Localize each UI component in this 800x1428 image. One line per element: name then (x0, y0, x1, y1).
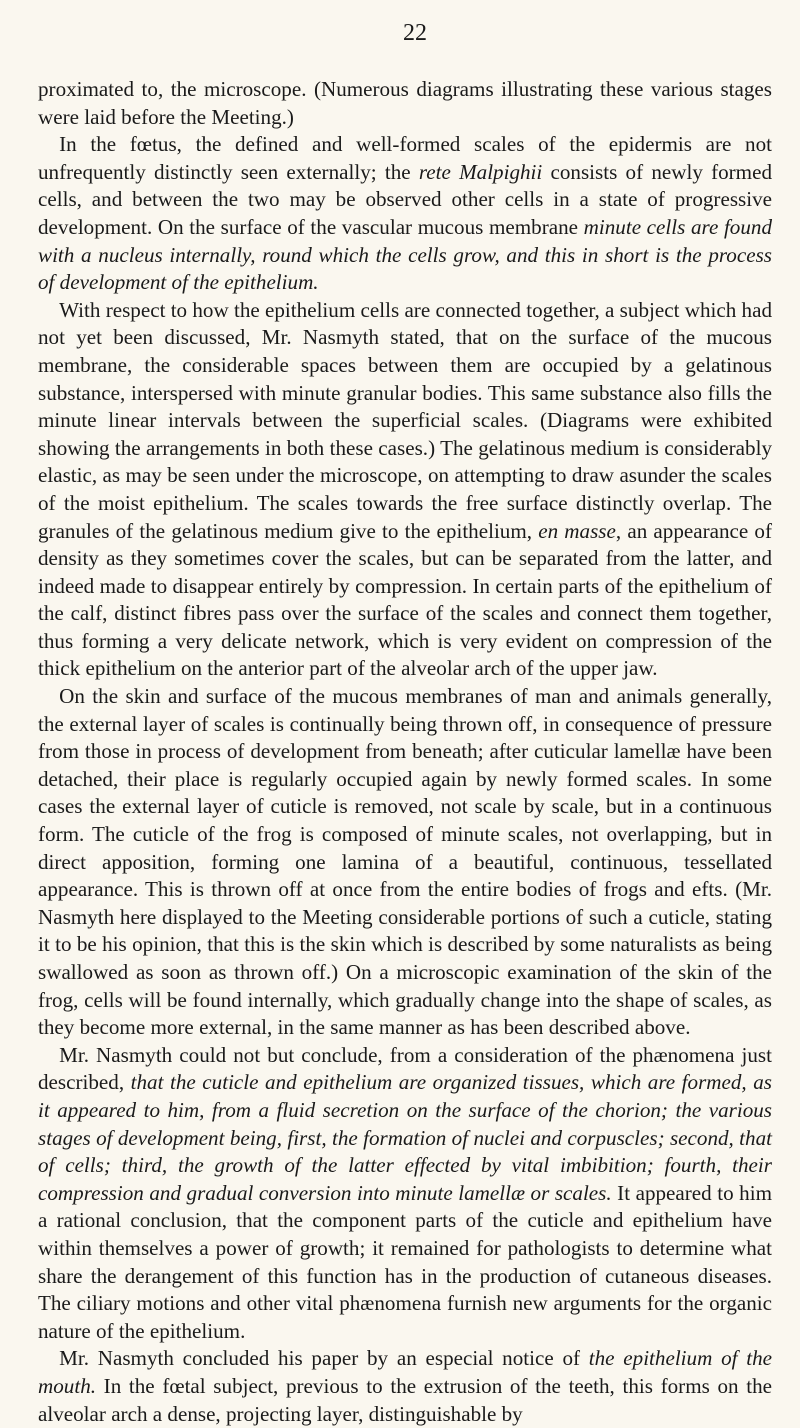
paragraph (38, 297, 772, 683)
italic-run: the epithelium of the mouth. (38, 1346, 772, 1398)
paragraph (38, 683, 772, 1042)
text-run: With respect to how the epithelium cells are connected together, a subject which had not yet been discussed, Mr. Nasmyth stated, that on the surface of the mucous membrane, the considerable spaces between them are occupied by a gelatinous substance, interspersed with minute granular bodies. This same substance also fills the minute linear intervals between the superficial scales. (Diagrams were exhibited showing the arrangements in both these cases.) The gelatinous medium is considerably elastic, as may be seen under the microscope, on attempting to draw asunder the scales of the moist epithelium. The scales towards the free surface distinctly overlap. The granules of the gelatinous medium give to the epithelium, (38, 297, 772, 543)
paragraph (38, 131, 772, 297)
text-run: It appeared to him a rational conclusion, that the component parts of the cuticle and epithelium have within themselves a power of growth; it remained for pathologists to determine what share the derangement of this function has in the production of cutaneous diseases. The ciliary motions and other vital phænomena furnish new arguments for the organic nature of the epithelium. (38, 1180, 772, 1343)
paragraph (38, 76, 772, 131)
text-run: Mr. Nasmyth concluded his paper by an especial notice of (59, 1346, 589, 1371)
page-number: 22 (403, 20, 427, 46)
paragraph (38, 1042, 772, 1346)
italic-run: en masse (538, 518, 616, 543)
text-run: , an appearance of density as they sometimes cover the scales, but can be separated from the latter, and indeed made to disappear entirely by compression. In certain parts of the epithelium of the calf, distinct fibres pass over the surface of the scales and connect them together, thus forming a very delicate network, which is very evident on compression of the thick epithelium on the anterior part of the alveolar arch of the upper jaw. (38, 518, 773, 681)
text-run: In the fœtus, the defined and well-formed scales of the epidermis are not unfrequently distinctly seen externally; the (38, 132, 772, 184)
text-run: consists of newly formed cells, and between the two may be observed other cells in a state of progressive development. On the surface of the vascular mucous membrane (38, 159, 772, 239)
text-run: proximated to, the microscope. (Numerous diagrams illustrating these various stages were laid before the Meeting.) (38, 77, 772, 129)
italic-run: minute cells are found with a nucleus internally, round which the cells grow, and this in short is the process of development of the epithelium. (38, 214, 772, 295)
paragraph (38, 1345, 772, 1428)
text-run: Mr. Nasmyth could not but conclude, from a consideration of the phænomena just described, (38, 1042, 772, 1095)
italic-run: rete Malpighii (418, 159, 543, 184)
text-run: On the skin and surface of the mucous membranes of man and animals generally, the external layer of scales is continually being thrown off, in consequence of pressure from those in process of development from beneath; after cuticular lamellæ have been detached, their place is regularly occupied again by newly formed scales. In some cases the external layer of cuticle is removed, not scale by scale, but in a continuous form. The cuticle of the frog is composed of minute scales, not overlapping, but in direct apposition, forming one lamina of a beautiful, continuous, tessellated appearance. This is thrown off at once from the entire bodies of frogs and efts. (Mr. Nasmyth here displayed to the Meeting considerable portions of such a cuticle, stating it to be his opinion, that this is the skin which is described by some naturalists as being swallowed as soon as thrown off.) On a microscopic examination of the skin of the frog, cells will be found internally, which gradually change into the shape of scales, as they become more external, in the same manner as has been described above. (38, 684, 772, 1040)
text-run: In the fœtal subject, previous to the extrusion of the teeth, this forms on the alveolar arch a dense, projecting layer, distinguishable by (38, 1373, 772, 1426)
italic-run: that the cuticle and epithelium are organized tissues, which are formed, as it appeared to him, from a fluid secretion on the surface of the chorion; the various stages of development being, first, the formation of nuclei and corpuscles; second, that of cells; third, the growth of the latter effected by vital imbibition; fourth, their compression and gradual conversion into minute lamellæ or scales. (38, 1070, 772, 1205)
